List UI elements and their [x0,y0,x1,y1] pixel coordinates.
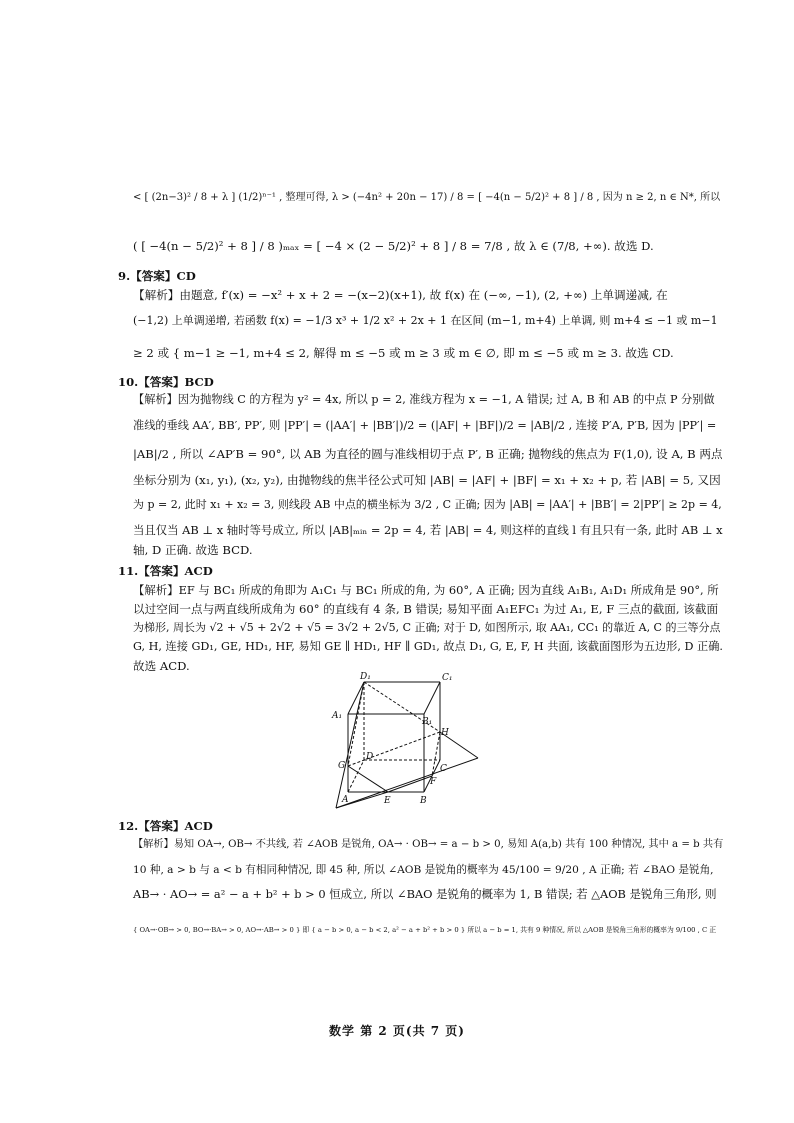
hidden-edge [432,732,440,776]
text-line: (−1,2) 上单调递增, 若函数 f(x) = −1/3 x³ + 1/2 x² + 2x + 1 在区间 (m−1, m+4) 上单调, 则 m+4 ≤ −1 或 m−1 [133,314,718,327]
text-line: 为梯形, 周长为 √2 + √5 + 2√2 + √5 = 3√2 + 2√5, C 正确; 对于 D, 如图所示, 取 AA₁, CC₁ 的靠近 A, C 的三等分点 [133,621,721,634]
text-line: 10 种, a > b 与 a < b 有相同种情况, 即 45 种, 所以 ∠AOB 是锐角的概率为 45/100 = 9/20 , A 正确; 若 ∠BAO 是锐角, [133,864,714,876]
text-line: 以过空间一点与两直线所成角为 60° 的直线有 4 条, B 错误; 易知平面 A₁EFC₁ 为过 A₁, E, F 三点的截面, 该截面 [133,602,719,616]
vertex-label: H [441,728,449,738]
vertex-label: B₁ [422,717,433,727]
page-footer: 数学 第 2 页(共 7 页) [329,1024,465,1038]
vertex-label: F [430,777,437,787]
vertex-label: C₁ [442,673,453,683]
text-line: 轴, D 正确. 故选 BCD. [133,543,253,557]
text-line: 【解析】易知 OA→, OB→ 不共线, 若 ∠AOB 是锐角, OA→ · OB→ = a − b > 0, 易知 A(a,b) 共有 100 种情况, 其中 a = b 共有 [133,839,724,850]
vertex-label: E [384,796,391,806]
text-line: 坐标分别为 (x₁, y₁), (x₂, y₂), 由抛物线的焦半径公式可知 |AB| = |AF| + |BF| = x₁ + x₂ + p, 若 |AB| = 5, 又因 [133,473,721,487]
edge [424,682,440,714]
section-line [336,682,364,808]
text-line: < [ (2n−3)² / 8 + λ ] (1/2)ⁿ⁻¹ , 整理可得, λ > (−4n² + 20n − 17) / 8 = [ −4(n − 5/2)² + 8 ] / 8 , 因为 n ≥ 2, n ∈ N*, 所以 [133,192,721,203]
text-line: 【解析】因为抛物线 C 的方程为 y² = 4x, 所以 p = 2, 准线方程为 x = −1, A 错误; 过 A, B 和 AB 的中点 P 分别做 [133,393,715,406]
text-line: |AB|/2 , 所以 ∠AP′B = 90°, 以 AB 为直径的圆与准线相切于点 P′, B 正确; 抛物线的焦点为 F(1,0), 设 A, B 两点 [133,447,723,461]
text-line: { OA→·OB→ > 0, BO→·BA→ > 0, AO→·AB→ > 0 } 即 { a − b > 0, a − b < 2, a² − a + b² + b > 0 } 所以 a − b = 1, 共有 9 种情况, 所以 △AOB 是锐角三角形的概率为 9/100 , C 正 [133,926,717,934]
vertex-label: D [366,752,374,762]
answer-heading: 12.【答案】ACD [118,819,213,833]
section-line [336,758,478,808]
vertex-label: D₁ [360,672,371,682]
text-line: AB→ · AO→ = a² − a + b² + b > 0 恒成立, 所以 ∠BAO 是锐角的概率为 1, B 错误; 若 △AOB 是锐角三角形, 则 [133,887,717,901]
vertex-label: B [420,796,427,806]
text-line: G, H, 连接 GD₁, GE, HD₁, HF, 易知 GE ∥ HD₁, HF ∥ GD₁, 故点 D₁, G, E, F, H 共面, 该截面图形为五边形, D 正确. [133,640,723,653]
vertex-label: C [440,764,447,774]
text-line: 当且仅当 AB ⊥ x 轴时等号成立, 所以 |AB|ₘᵢₙ = 2p = 4, 若 |AB| = 4, 则这样的直线 l 有且只有一条, 此时 AB ⊥ x [133,523,723,537]
vertex-label: A [342,795,349,805]
text-line: 准线的垂线 AA′, BB′, PP′, 则 |PP′| = (|AA′| + |BB′|)/2 = (|AF| + |BF|)/2 = |AB|/2 , 连接 P′A, P′B, 因为 |PP′| = [133,419,717,432]
vertex-label: G [338,761,346,771]
text-line: 【解析】EF 与 BC₁ 所成的角即为 A₁C₁ 与 BC₁ 所成的角, 为 60°, A 正确; 因为直线 A₁B₁, A₁D₁ 所成角是 90°, 所 [133,583,719,597]
answer-heading: 10.【答案】BCD [118,375,214,389]
text-line: 【解析】由题意, f′(x) = −x² + x + 2 = −(x−2)(x+1), 故 f(x) 在 (−∞, −1), (2, +∞) 上单调递减, 在 [133,288,668,302]
edge [348,682,364,714]
text-line: 为 p = 2, 此时 x₁ + x₂ = 3, 则线段 AB 中点的横坐标为 3/2 , C 正确; 因为 |AB| = |AA′| + |BB′| = 2|PP′| ≥ 2p = 4, [133,498,722,511]
answer-heading: 11.【答案】ACD [118,564,213,578]
hidden-edge [348,732,440,766]
answer-heading: 9.【答案】CD [118,269,196,283]
hidden-edge [348,682,364,766]
vertex-label: A₁ [332,711,343,721]
text-line: ≥ 2 或 { m−1 ≥ −1, m+4 ≤ 2, 解得 m ≤ −5 或 m ≥ 3 或 m ∈ ∅, 即 m ≤ −5 或 m ≥ 3. 故选 CD. [133,346,674,360]
cube-figure [328,672,498,812]
section-line [348,766,388,792]
text-line: 故选 ACD. [133,659,190,673]
text-line: ( [ −4(n − 5/2)² + 8 ] / 8 )ₘₐₓ = [ −4 × (2 − 5/2)² + 8 ] / 8 = 7/8 , 故 λ ∈ (7/8, +∞). 故选 D. [133,239,654,253]
